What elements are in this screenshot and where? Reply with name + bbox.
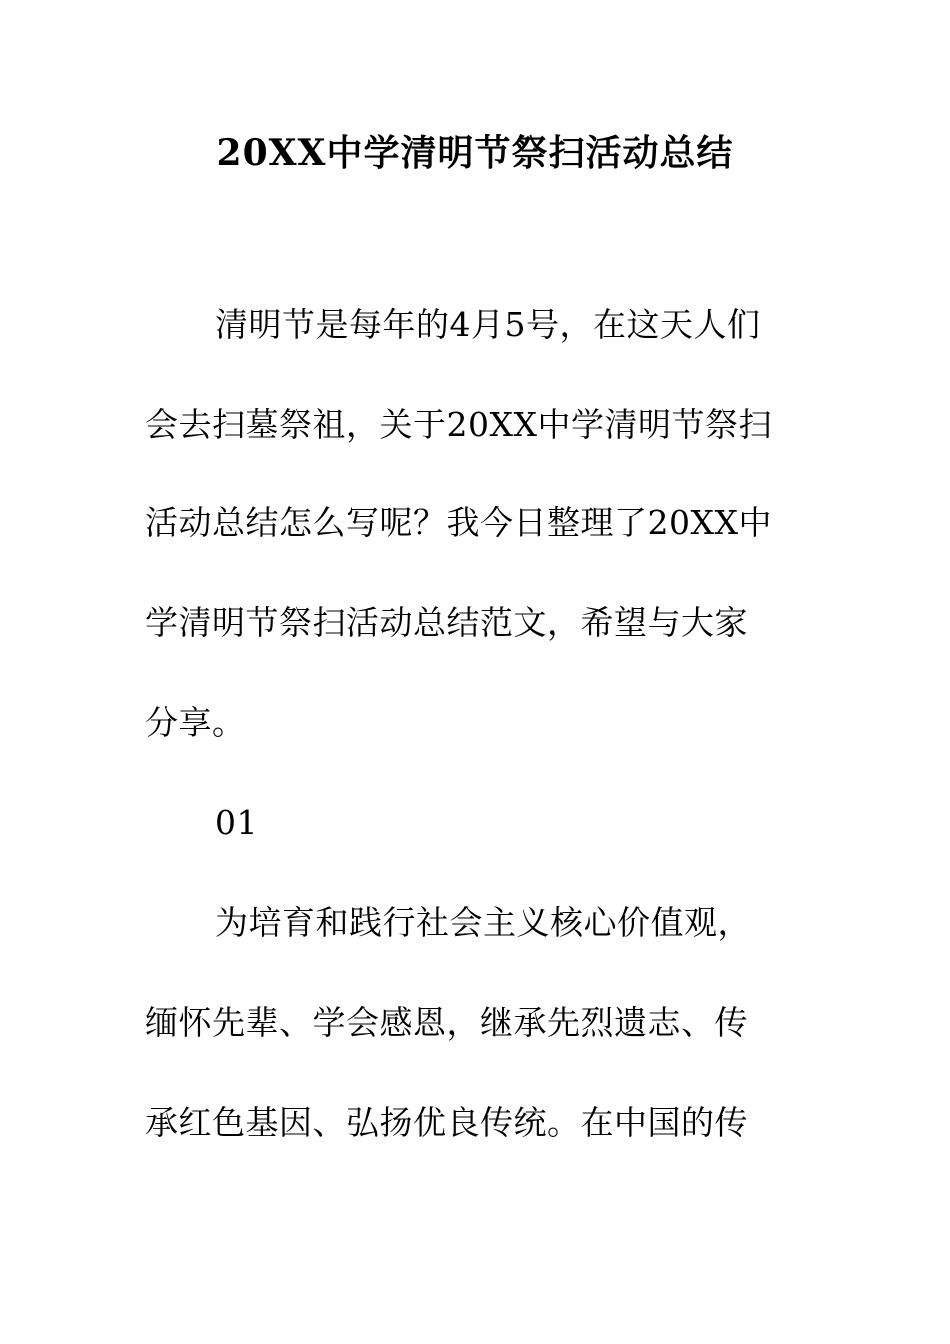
paragraph-line: 清明节是每年的4月5号，在这天人们 (215, 305, 761, 344)
paragraph-line: 缅怀先辈、学会感恩，继承先烈遗志、传 (145, 1003, 748, 1042)
section-number: 01 (215, 803, 258, 842)
document-title: 20XX中学清明节祭扫活动总结 (216, 132, 734, 174)
paragraph-line: 学清明节祭扫活动总结范文，希望与大家 (145, 603, 748, 642)
paragraph-line: 会去扫墓祭祖，关于20XX中学清明节祭扫 (145, 405, 772, 444)
paragraph-line: 承红色基因、弘扬优良传统。在中国的传 (145, 1103, 748, 1142)
paragraph-line: 为培育和践行社会主义核心价值观， (215, 903, 751, 942)
paragraph-line: 分享。 (145, 703, 246, 742)
paragraph-line: 活动总结怎么写呢？我今日整理了20XX中 (145, 503, 772, 542)
